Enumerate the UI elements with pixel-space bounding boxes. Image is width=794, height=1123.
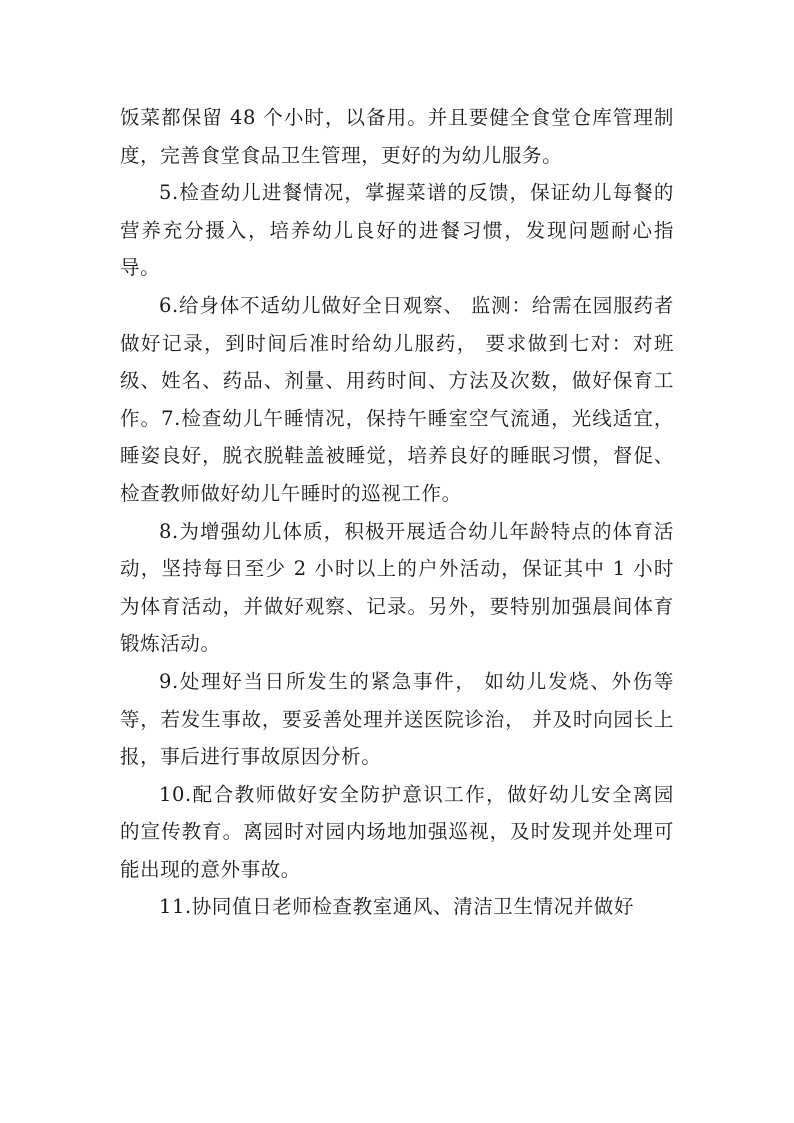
paragraph-item-5: 5.检查幼儿进餐情况，掌握菜谱的反馈，保证幼儿每餐的营养充分摄入，培养幼儿良好的进餐习惯，发现问题耐心指导。 xyxy=(120,181,674,280)
paragraph-item-6-7: 6.给身体不适幼儿做好全日观察、 监测：给需在园服药者做好记录，到时间后准时给幼儿服药， 要求做到七对：对班级、姓名、药品、剂量、用药时间、方法及次数，做好保育工作。7.检查幼儿午睡情况，保持午睡室空气流通，光线适宜，睡姿良好，脱衣脱鞋盖被睡觉，培养良好的睡眠习惯，督促、检查教师做好幼儿午睡时的巡视工作。 xyxy=(120,293,674,505)
paragraph-continuation: 饭菜都保留 48 个小时，以备用。并且要健全食堂仓库管理制度，完善食堂食品卫生管理，更好的为幼儿服务。 xyxy=(120,106,674,167)
paragraph-item-8: 8.为增强幼儿体质，积极开展适合幼儿年龄特点的体育活动，坚持每日至少 2 小时以上的户外活动，保证其中 1 小时为体育活动，并做好观察、记录。另外，要特别加强晨间体育锻炼活动。 xyxy=(120,519,674,656)
paragraph-item-11: 11.协同值日老师检查教室通风、清洁卫生情况并做好 xyxy=(159,895,635,919)
paragraph-item-10: 10.配合教师做好安全防护意识工作，做好幼儿安全离园的宣传教育。离园时对园内场地加强巡视，及时发现并处理可能出现的意外事故。 xyxy=(120,782,674,881)
document-body xyxy=(120,99,674,926)
paragraph-item-9: 9.处理好当日所发生的紧急事件， 如幼儿发烧、外伤等等，若发生事故，要妥善处理并送医院诊治， 并及时向园长上报，事后进行事故原因分析。 xyxy=(120,669,674,769)
